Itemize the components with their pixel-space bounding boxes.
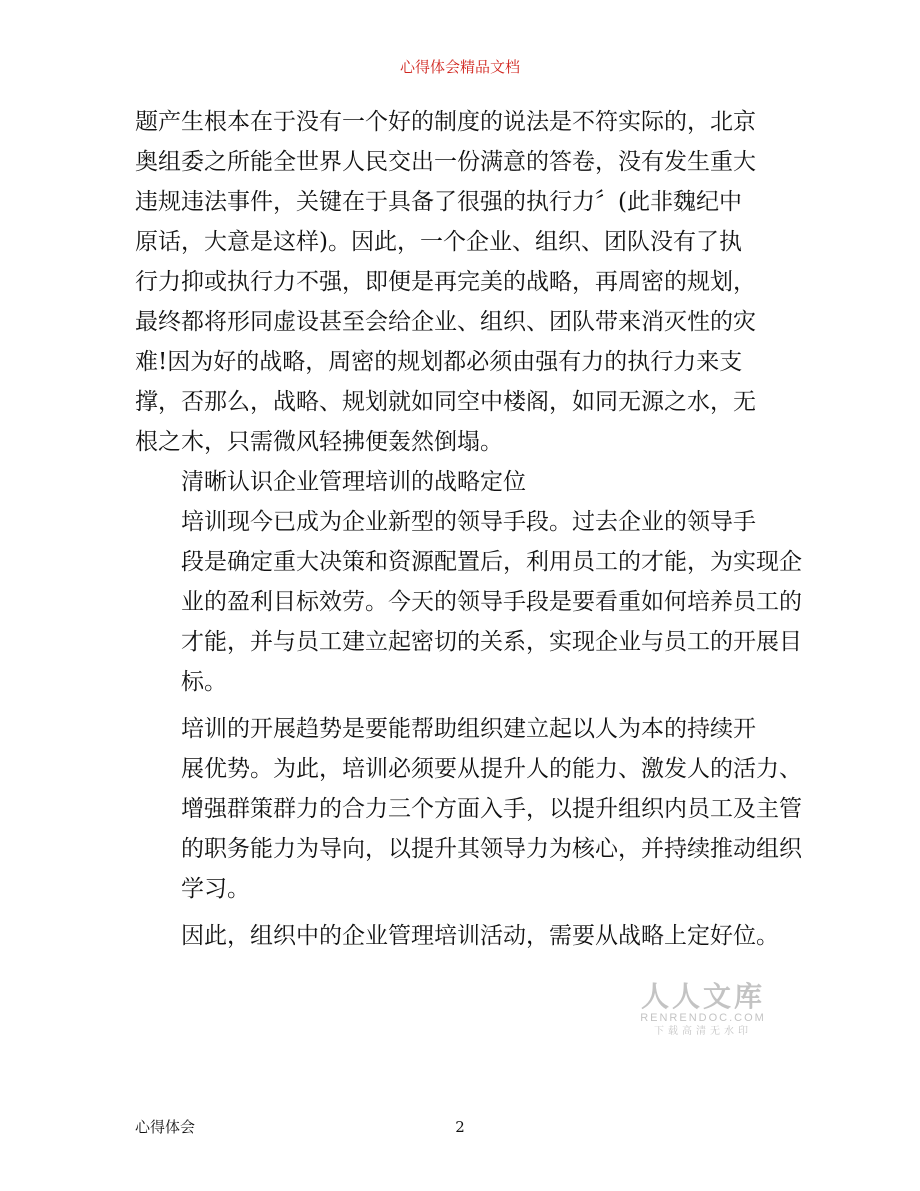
document-header-title: 心得体会精品文档 — [399, 58, 520, 76]
text-line: 奥组委之所能全世界人民交出一份满意的答卷，没有发生重大 — [135, 149, 756, 175]
text-line: 违规违法事件，关键在于具备了很强的执行力〞(此非魏纪中 — [135, 189, 742, 215]
text-line: 题产生根本在于没有一个好的制度的说法是不符实际的，北京 — [135, 109, 756, 135]
text-line: 培训的开展趋势是要能帮助组织建立起以人为本的持续开 — [181, 716, 756, 742]
text-line: 的职务能力为导向，以提升其领导力为核心，并持续推动组织 — [181, 836, 802, 862]
text-line: 根之木，只需微风轻拂便轰然倒塌。 — [135, 429, 503, 455]
paragraph-execution — [135, 102, 795, 462]
text-line: 才能，并与员工建立起密切的关系，实现企业与员工的开展目 — [181, 629, 802, 655]
paragraph-conclusion — [135, 916, 795, 956]
text-line: 行力抑或执行力不强，即便是再完美的战略，再周密的规划， — [135, 269, 756, 295]
section-heading — [135, 462, 795, 502]
text-line: 学习。 — [181, 876, 250, 902]
watermark-subtitle: 下载高清无水印 — [654, 1026, 752, 1037]
text-line: 原话，大意是这样)。因此，一个企业、组织、团队没有了执 — [135, 229, 742, 255]
text-line: 最终都将形同虚设甚至会给企业、组织、团队带来消灭性的灾 — [135, 309, 756, 335]
text-line: 增强群策群力的合力三个方面入手，以提升组织内员工及主管 — [181, 796, 802, 822]
section-heading-text: 清晰认识企业管理培训的战略定位 — [181, 469, 526, 495]
watermark-english: RENRENDOC.COM — [640, 1012, 766, 1024]
text-line: 因此，组织中的企业管理培训活动，需要从战略上定好位。 — [181, 923, 779, 949]
watermark-chinese: 人人文库 — [640, 980, 765, 1013]
text-line: 业的盈利目标效劳。今天的领导手段是要看重如何培养员工的 — [181, 589, 802, 615]
watermark-logo — [618, 982, 788, 1038]
document-body — [135, 102, 802, 956]
text-line: 培训现今已成为企业新型的领导手段。过去企业的领导手 — [181, 509, 756, 535]
text-line: 标。 — [181, 669, 227, 695]
text-line: 段是确定重大决策和资源配置后，利用员工的才能，为实现企 — [181, 549, 802, 575]
footer-label: 心得体会 — [135, 1118, 196, 1136]
text-line: 难!因为好的战略，周密的规划都必须由强有力的执行力来支 — [135, 349, 743, 375]
paragraph-training-trend — [135, 709, 802, 909]
text-line: 展优势。为此，培训必须要从提升人的能力、激发人的活力、 — [181, 756, 802, 782]
paragraph-training-leadership — [135, 502, 802, 702]
page-number: 2 — [455, 1118, 465, 1136]
text-line: 撑，否那么，战略、规划就如同空中楼阁，如同无源之水，无 — [135, 389, 756, 415]
